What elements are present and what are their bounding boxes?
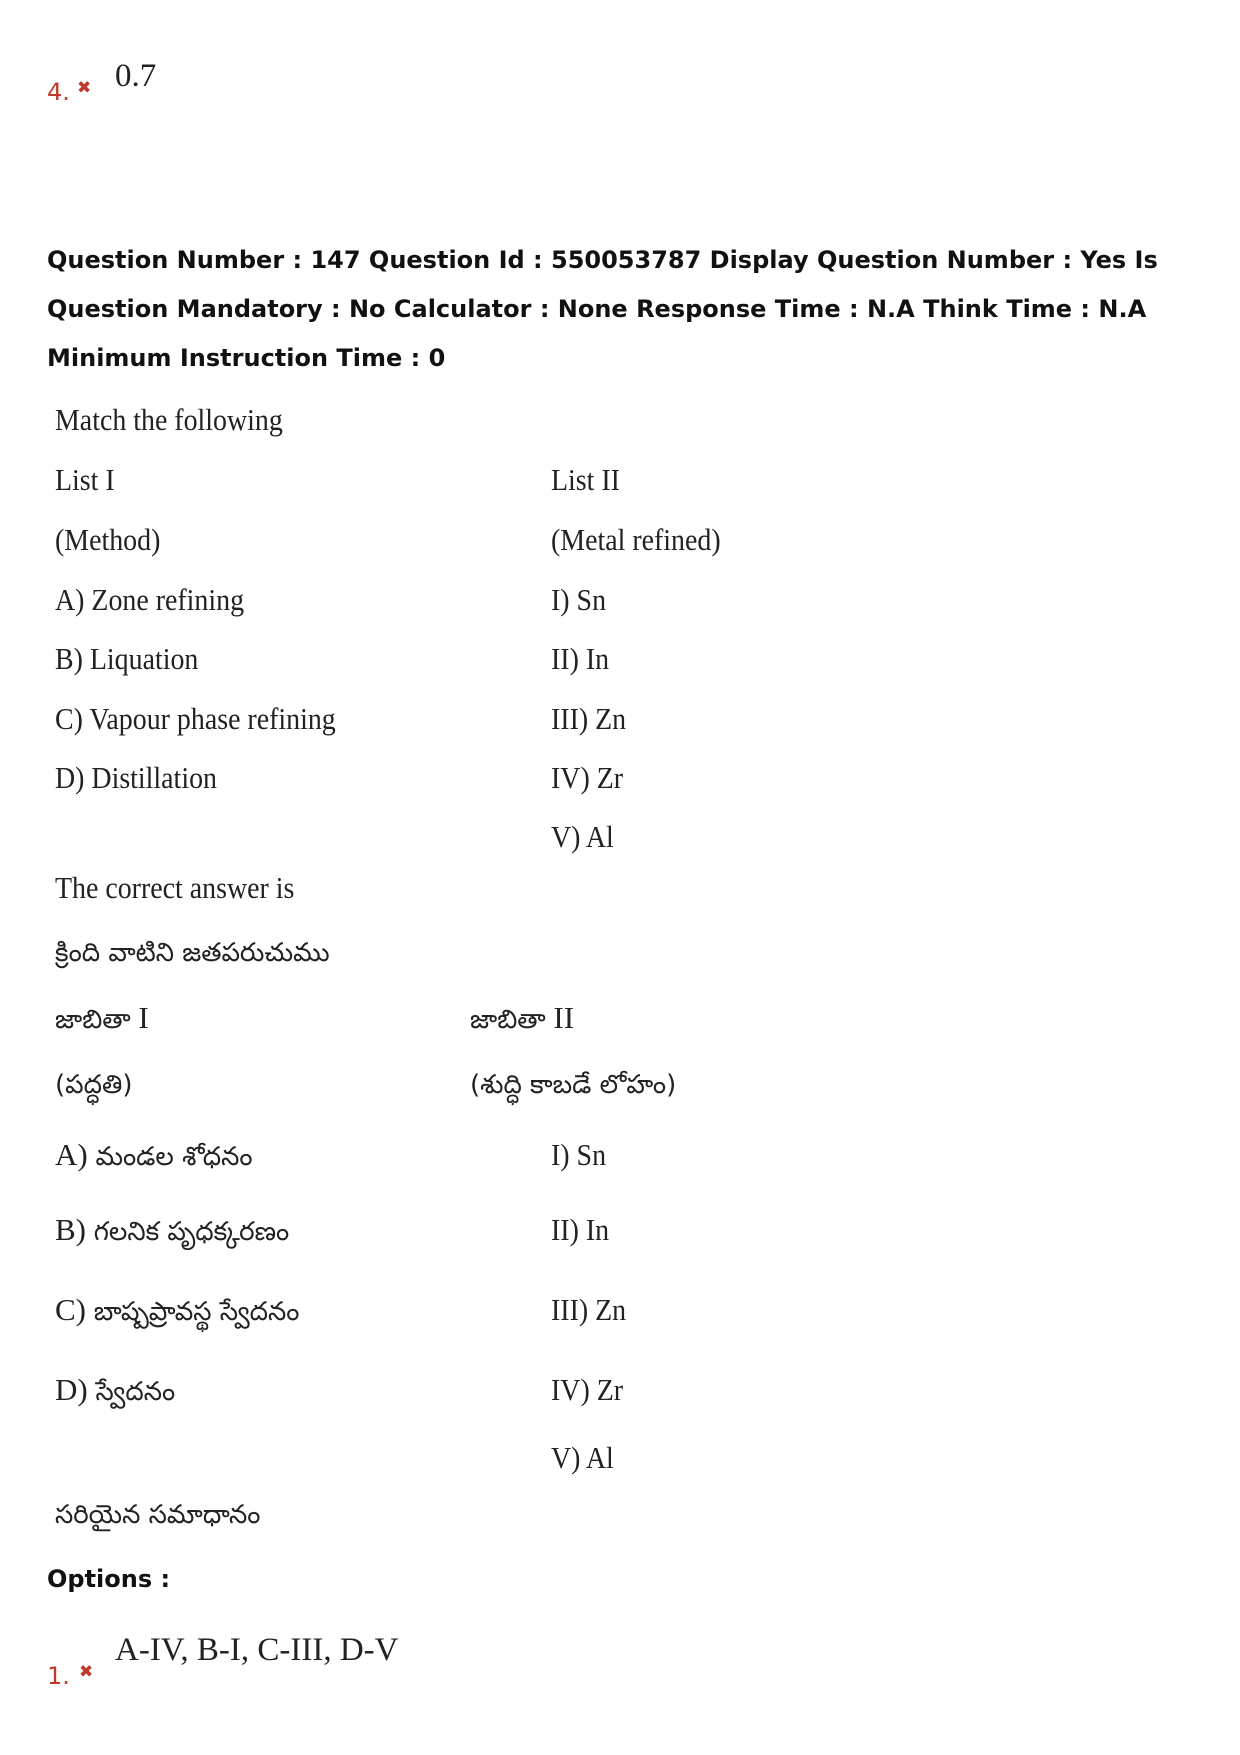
telugu-list2-item: II) In [551, 1212, 610, 1247]
telugu-title: క్రింది వాటిని జతపరుచుము [55, 938, 330, 968]
telugu-list2-item: III) Zn [551, 1292, 627, 1327]
english-list2-item: II) In [551, 641, 610, 676]
telugu-list1-text: స్వేదనం [95, 1377, 176, 1407]
question-meta: Question Number : 147 Question Id : 550053787 Display Question Number : Yes Is Question Mandatory : No Calculator : None Response Time : N.A Think Time : N.A Minimum Instruction Time : 0 [47, 246, 1158, 372]
telugu-list1-text: గలనిక పృధక్కరణం [93, 1217, 290, 1247]
prev-option [47, 58, 347, 108]
telugu-list1-letter: D) [55, 1372, 88, 1407]
wrong-mark-icon: ✖ [77, 78, 92, 98]
english-list2-item: III) Zn [551, 701, 627, 736]
english-list2-item: V) Al [551, 819, 614, 854]
english-title: Match the following [55, 402, 283, 437]
prev-option-number: 4. [47, 78, 70, 106]
telugu-list2-item: IV) Zr [551, 1372, 624, 1407]
prev-option-value: 0.7 [115, 58, 157, 94]
option-item [47, 1632, 647, 1692]
english-list1-item: D) Distillation [55, 760, 217, 795]
telugu-list1-item [55, 1212, 289, 1253]
telugu-list2-sub: (శుద్ధి కాబడే లోహం) [470, 1070, 677, 1100]
english-list1-item: C) Vapour phase refining [55, 701, 336, 736]
telugu-list1-letter: B) [55, 1212, 86, 1247]
telugu-list1-letter: C) [55, 1292, 86, 1327]
telugu-list1-item [55, 1372, 175, 1413]
english-list2-item: I) Sn [551, 582, 607, 617]
option-number: 1. [47, 1662, 70, 1690]
english-list2-header: List II [551, 462, 620, 497]
telugu-list2-item: V) Al [551, 1440, 614, 1475]
telugu-list1-sub: (పద్ధతి) [55, 1070, 133, 1100]
english-list1-header: List I [55, 462, 115, 497]
telugu-list2-prefix: జాబితా [470, 1005, 546, 1035]
telugu-list1-num: I [138, 1000, 149, 1035]
telugu-list2-header [470, 1000, 574, 1041]
options-label: Options : [47, 1565, 171, 1593]
telugu-list1-item [55, 1292, 299, 1333]
telugu-list1-letter: A) [55, 1137, 88, 1172]
english-list1-item: A) Zone refining [55, 582, 245, 617]
english-list2-sub: (Metal refined) [551, 522, 721, 557]
telugu-list1-header [55, 1000, 149, 1041]
telugu-answer-prompt: సరియైన సమాధానం [55, 1500, 261, 1530]
english-answer-prompt: The correct answer is [55, 870, 295, 905]
telugu-list2-num: II [553, 1000, 575, 1035]
english-list1-sub: (Method) [55, 522, 161, 557]
english-list2-item: IV) Zr [551, 760, 624, 795]
telugu-list1-item [55, 1137, 253, 1178]
wrong-mark-icon: ✖ [79, 1662, 94, 1682]
english-list1-item: B) Liquation [55, 641, 199, 676]
telugu-list2-item: I) Sn [551, 1137, 607, 1172]
telugu-list1-text: మండల శోధనం [95, 1142, 253, 1172]
option-value: A-IV, B-I, C-III, D-V [115, 1632, 399, 1668]
telugu-list1-prefix: జాబితా [55, 1005, 131, 1035]
telugu-list1-text: బాష్పప్రావస్థ స్వేదనం [93, 1297, 300, 1327]
